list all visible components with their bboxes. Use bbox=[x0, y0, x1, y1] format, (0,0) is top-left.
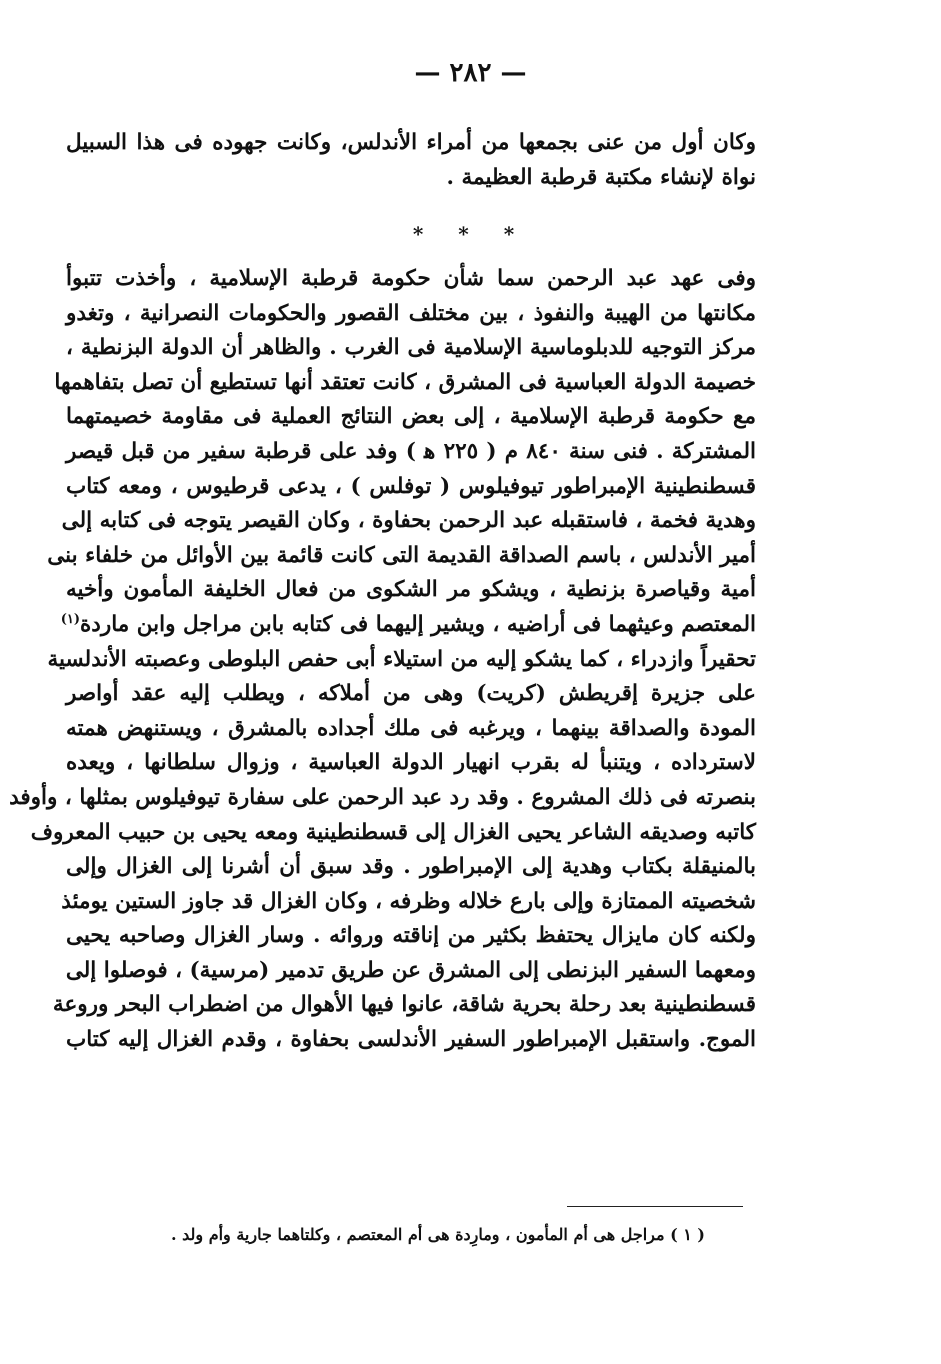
text-line: وكان أول من عنى بجمعها من أمراء الأندلس، وكانت جهوده فى هذا السبيل bbox=[66, 130, 756, 155]
text-line: المودة والصداقة بينهما ، ويرغبه فى ملك أجداده بالمشرق ، ويستنهض همته bbox=[66, 715, 756, 741]
text-line: مكانتها من الهيبة والنفوذ ، بين مختلف القصور والحكومات النصرانية ، وتغدو bbox=[66, 300, 756, 326]
text-line: بالمنيقلة بكتاب وهدية إلى الإمبراطور . وقد سبق أن أشرنا إلى الغزال وإلى bbox=[66, 854, 756, 880]
text-line: تحقيراً وازدراء ، كما يشكو إليه من استيلاء أبى حفص البلوطى وعصبته الأندلسية bbox=[47, 646, 756, 672]
text-line: ومعهما السفير البزنطى إلى المشرق عن طريق تدمير (مرسية) ، فوصلوا إلى bbox=[65, 957, 756, 983]
text-line: وفى عهد عبد الرحمن سما شأن حكومة قرطبة الإسلامية ، وأخذت تتبوأ bbox=[66, 266, 756, 291]
text-line: المشتركة . فنى سنة ٨٤٠ م ( ٢٢٥ ﻫ ) وفد على قرطبة سفير من قبل قيصر bbox=[66, 438, 756, 464]
text-line: أمير الأندلس ، باسم الصداقة القديمة التى كانت قائمة بين الأوائل من خلفاء بنى bbox=[47, 542, 756, 568]
section-separator: * * * bbox=[412, 222, 529, 246]
main-paragraph bbox=[9, 262, 756, 1058]
page-number: — ٢٨٢ — bbox=[414, 58, 527, 88]
text-line: كاتبه وصديقه الشاعر يحيى الغزال إلى قسطنطينية ومعه يحيى بن حبيب المعروف bbox=[30, 819, 756, 845]
text-line: نواة لإنشاء مكتبة قرطبة العظيمة . bbox=[446, 164, 756, 190]
text-line: شخصيته الممتازة وإلى بارع خلاله وظرفه ، وكان الغزال قد جاوز الستين يومئذ bbox=[61, 888, 756, 914]
footnote-text: ( ١ ) مراجل هى أم المأمون ، ومارِدة هى أم المعتصم ، وكلتاهما جارية وأم ولد . bbox=[170, 1225, 705, 1244]
text-line: أمية وقياصرة بزنطية ، ويشكو مر الشكوى من فعال الخليفة المأمون وأخيه bbox=[66, 577, 756, 603]
text-line: لاسترداده ، ويتنبأ له بقرب انهيار الدولة العباسية ، وزوال سلطانها ، ويعده bbox=[66, 750, 756, 776]
text-line: خصيمة الدولة العباسية فى المشرق ، كانت تعتقد أنها تستطيع أن تصل بتفاهمها bbox=[54, 369, 756, 395]
footnote-divider bbox=[567, 1206, 743, 1207]
text-line: بنصرته فى ذلك المشروع . وقد رد عبد الرحمن على سفارة تيوفيلوس بمثلها ، وأوفد bbox=[9, 784, 756, 810]
intro-paragraph bbox=[66, 126, 756, 195]
footnote-reference: (١) bbox=[60, 611, 80, 627]
text-line-content: المعتصم وعيثهما فى أراضيه ، ويشير إليهما فى كتابه بابن مراجل وابن ماردة bbox=[80, 611, 756, 637]
text-line: على جزيرة إقريطش (كريت) وهى من أملاكه ، ويطلب إليه عقد أواصر bbox=[66, 681, 756, 707]
text-line: مركز التوجيه للدبلوماسية الإسلامية فى الغرب . والظاهر أن الدولة البزنطية ، bbox=[66, 335, 756, 361]
text-line: ولكنه كان مايزال يحتفظ بكثير من إناقته وروائه . وسار الغزال وصاحبه يحيى bbox=[66, 923, 756, 949]
text-line: الموج. واستقبل الإمبراطور السفير الأندلسى بحفاوة ، وقدم الغزال إليه كتاب bbox=[66, 1027, 756, 1053]
text-line: وهدية فخمة ، فاستقبله عبد الرحمن بحفاوة ، وكان القيصر يتوجه فى كتابه إلى bbox=[61, 508, 756, 534]
text-line: قسطنطينية الإمبراطور تيوفيلوس ( توفلس ) ، يدعى قرطيوس ، ومعه كتاب bbox=[66, 473, 756, 499]
text-line: قسطنطينية بعد رحلة بحرية شاقة، عانوا فيها الأهوال من اضطراب البحر وروعة bbox=[52, 992, 756, 1018]
text-line-with-footnote-ref bbox=[60, 608, 756, 643]
text-line: مع حكومة قرطبة الإسلامية ، إلى بعض النتائج العملية فى مقاومة خصيمتهما bbox=[66, 404, 756, 430]
